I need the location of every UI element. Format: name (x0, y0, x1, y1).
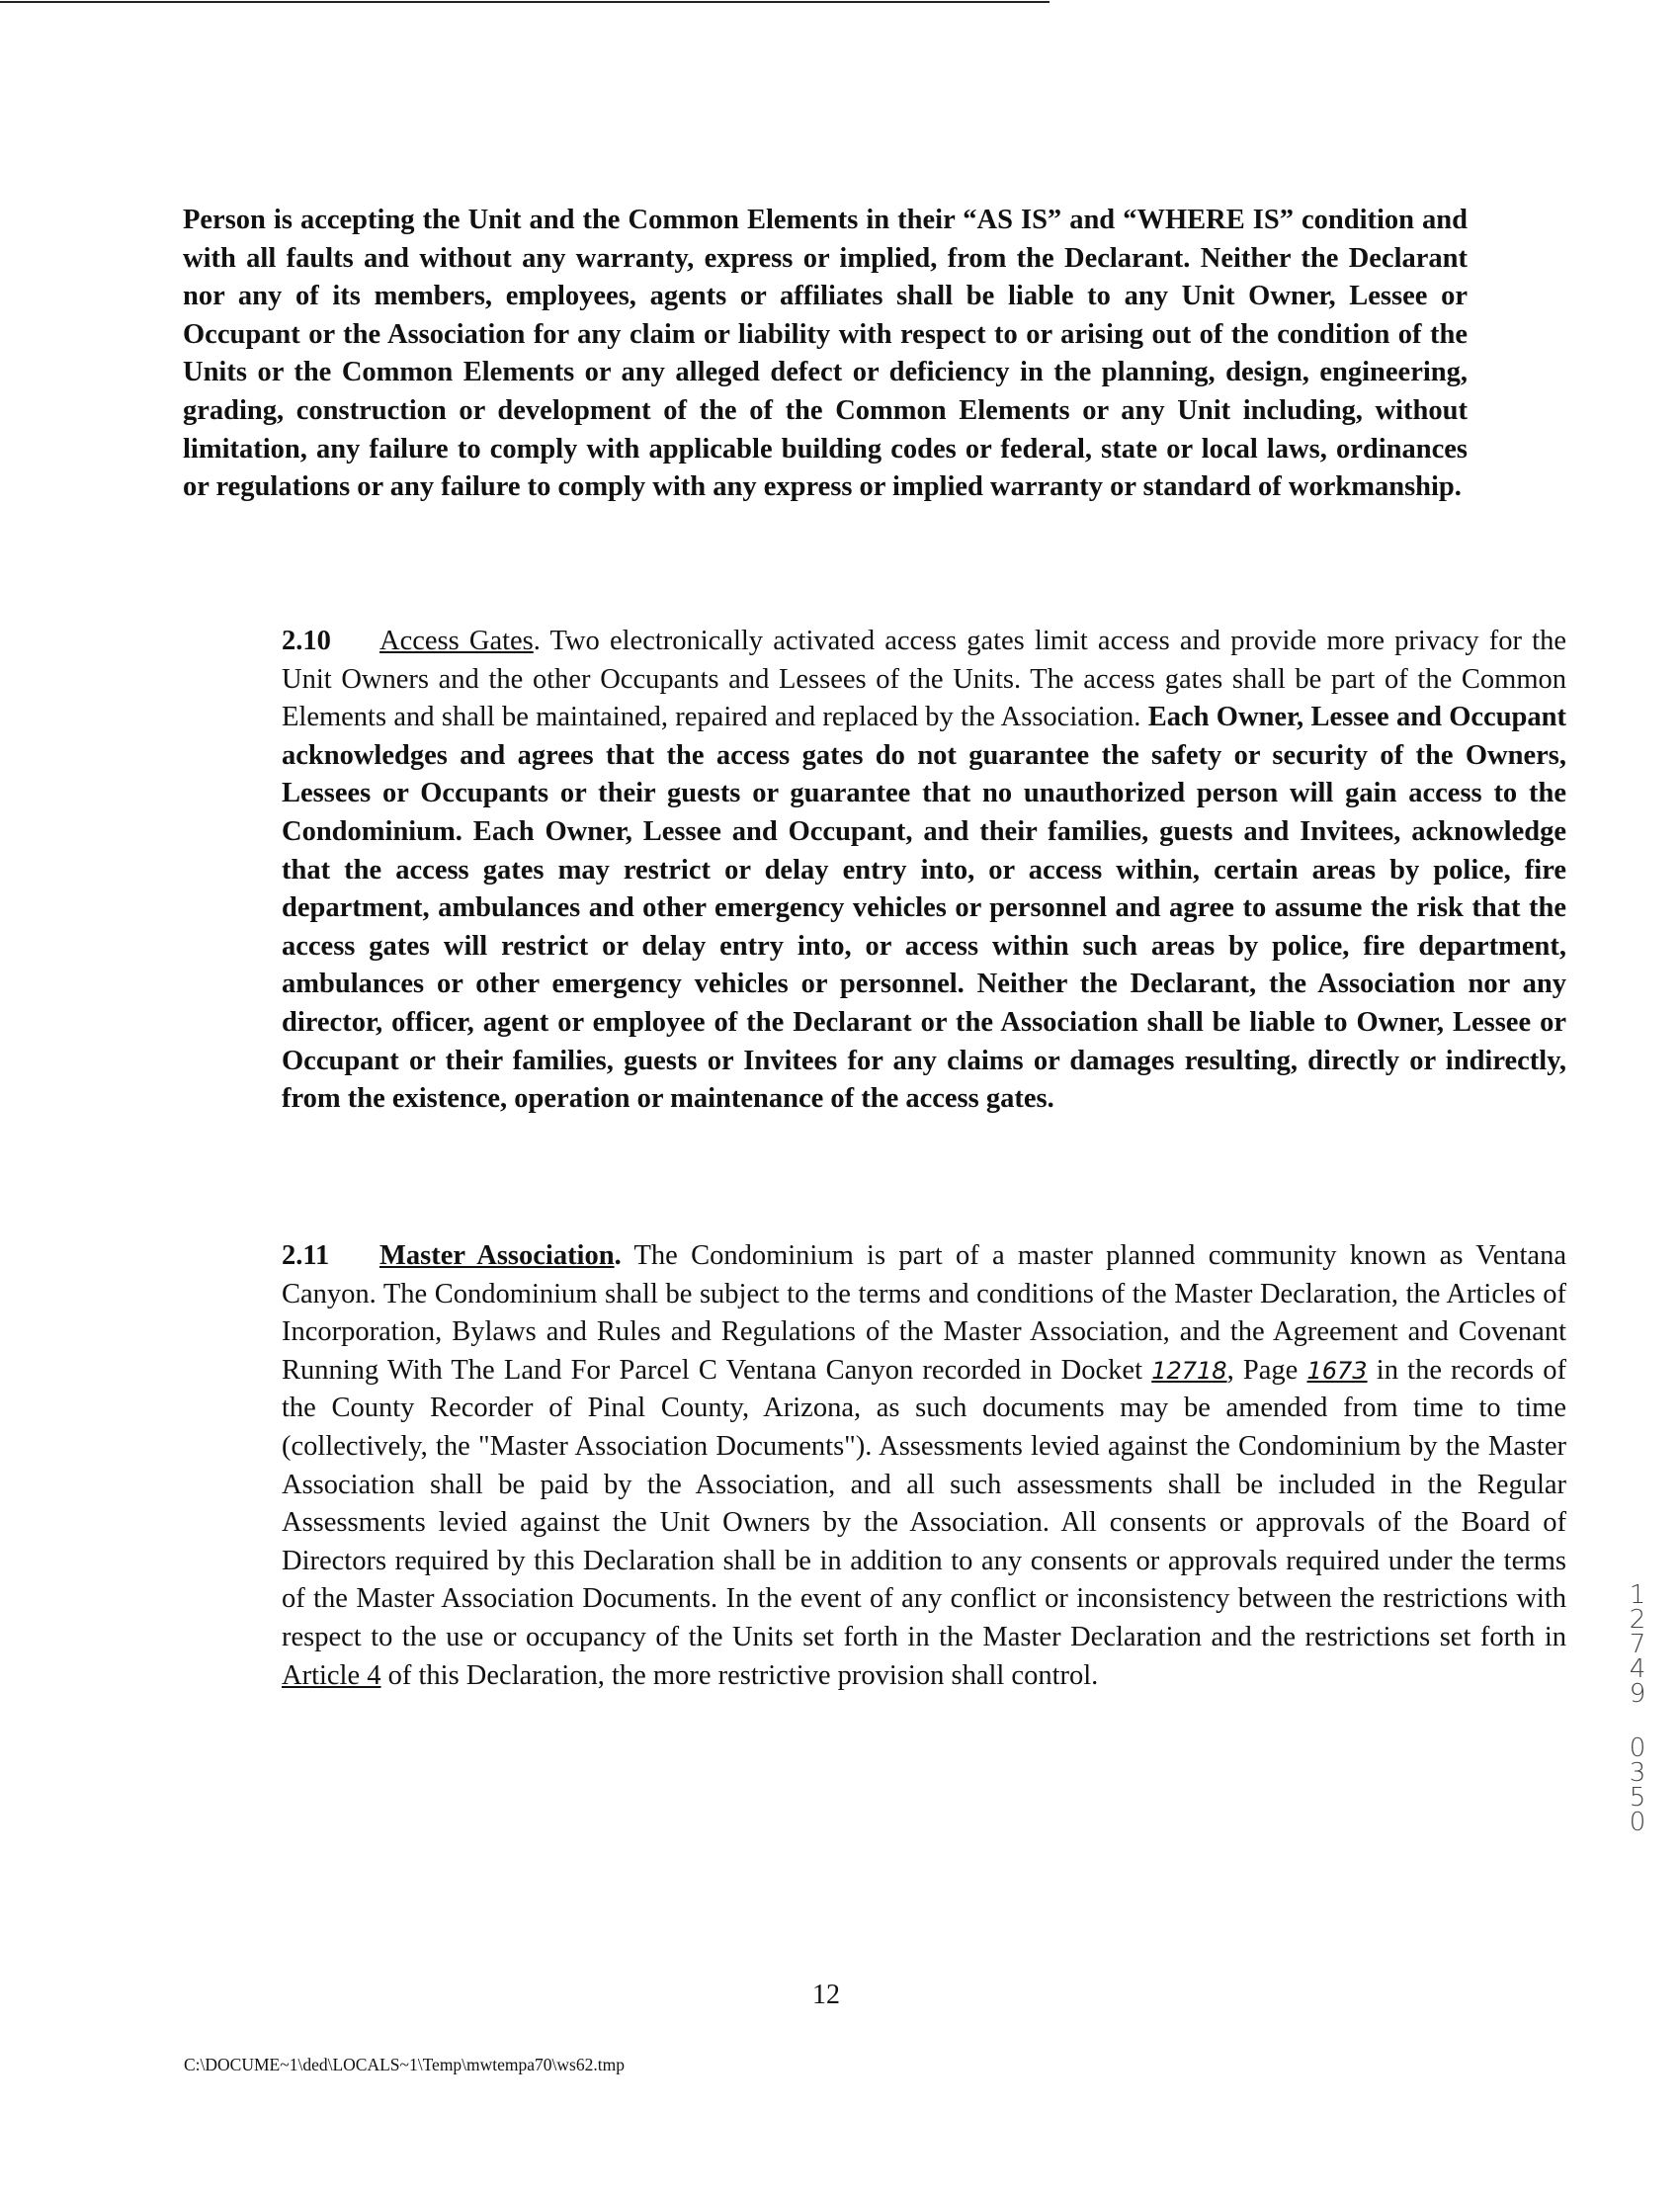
section-text-regular: Two electronically activated access gates limit access and provide more privacy for the Unit Owners and the other Occupants and Lessees of the Units. The access gates shall be part of the Common Elements and shall be maintained, repaired and replaced by the Association. (282, 626, 1567, 733)
article-reference-link: Article 4 (282, 1659, 381, 1691)
section-heading: Access Gates (379, 626, 534, 656)
page-number: 12 (812, 1980, 840, 2010)
file-path-footer: C:\DOCUME~1\ded\LOCALS~1\Temp\mwtempa70\ws62.tmp (184, 2055, 625, 2074)
section-text-part-a: The Condominium is part of a master planned community known as Ventana Canyon. The Condominium shall be subject to the terms and conditions of the Master Declaration, the Articles of Incorporation, Bylaws and Rules and Regulations of the Master Association, and the Agreement and Covenant Running With The Land For Parcel C Ventana Canyon recorded in Docket (282, 1240, 1566, 1386)
section-number: 2.11 (282, 1240, 330, 1271)
handwritten-page-number: 1673 (1306, 1356, 1368, 1385)
section-2-10 (183, 623, 1566, 1119)
section-text-part-d: of this Declaration, the more restrictive provision shall control. (380, 1659, 1099, 1691)
section-heading: Master Association (379, 1240, 615, 1271)
recording-docket: 12749 (1629, 1580, 1646, 1709)
paragraph-disclaimer-text: Person is accepting the Unit and the Common Elements in their “AS IS” and “WHERE IS” condition and with all faults and without any warranty, express or implied, from the Declarant. Neither the Declarant nor any of its members, employees, agents or affiliates shall be liable to any Unit Owner, Lessee or Occupant or the Association for any claim or liability with respect to or arising out of the condition of the Units or the Common Elements or any alleged defect or deficiency in the planning, design, engineering, grading, construction or development of the of the Common Elements or any Unit including, without limitation, any failure to comply with applicable building codes or federal, state or local laws, ordinances or regulations or any failure to comply with any express or implied warranty or standard of workmanship. (183, 205, 1468, 503)
heading-punctuation: . (614, 1240, 622, 1271)
top-border-line (0, 1, 1050, 3)
heading-punctuation: . (533, 626, 541, 656)
section-number: 2.10 (282, 626, 331, 656)
handwritten-docket-number: 12718 (1151, 1356, 1227, 1385)
section-2-11 (183, 1237, 1566, 1695)
recording-stamp (1618, 1580, 1657, 1837)
section-text-part-b: , Page (1226, 1354, 1307, 1386)
recording-page: 0350 (1629, 1733, 1646, 1837)
section-text-part-c: in the records of the County Recorder of Pinal County, Arizona, as such documents may be amended from time to time (collectively, the "Master Association Documents"). Assessments levied against the Condominium by the Master Association shall be paid by the Association, and all such assessments shall be included in the Regular Assessments levied against the Unit Owners by the Association. All consents or approvals of the Board of Directors required by this Declaration shall be in addition to any consents or approvals required under the terms of the Master Association Documents. In the event of any conflict or inconsistency between the restrictions with respect to the use or occupancy of the Units set forth in the Master Declaration and the restrictions set forth in (282, 1354, 1566, 1652)
paragraph-disclaimer (183, 202, 1468, 507)
section-text-bold: Each Owner, Lessee and Occupant acknowledges and agrees that the access gates do not guarantee the safety or security of the Owners, Lessees or Occupants or their guests or guarantee that no unauthorized person will gain access to the Condominium. Each Owner, Lessee and Occupant, and their families, guests and Invitees, acknowledge that the access gates may restrict or delay entry into, or access within, certain areas by police, fire department, ambulances and other emergency vehicles or personnel and agree to assume the risk that the access gates will restrict or delay entry into, or access within such areas by police, fire department, ambulances or other emergency vehicles or personnel. Neither the Declarant, the Association nor any director, officer, agent or employee of the Declarant or the Association shall be liable to Owner, Lessee or Occupant or their families, guests or Invitees for any claims or damages resulting, directly or indirectly, from the existence, operation or maintenance of the access gates. (282, 702, 1566, 1115)
